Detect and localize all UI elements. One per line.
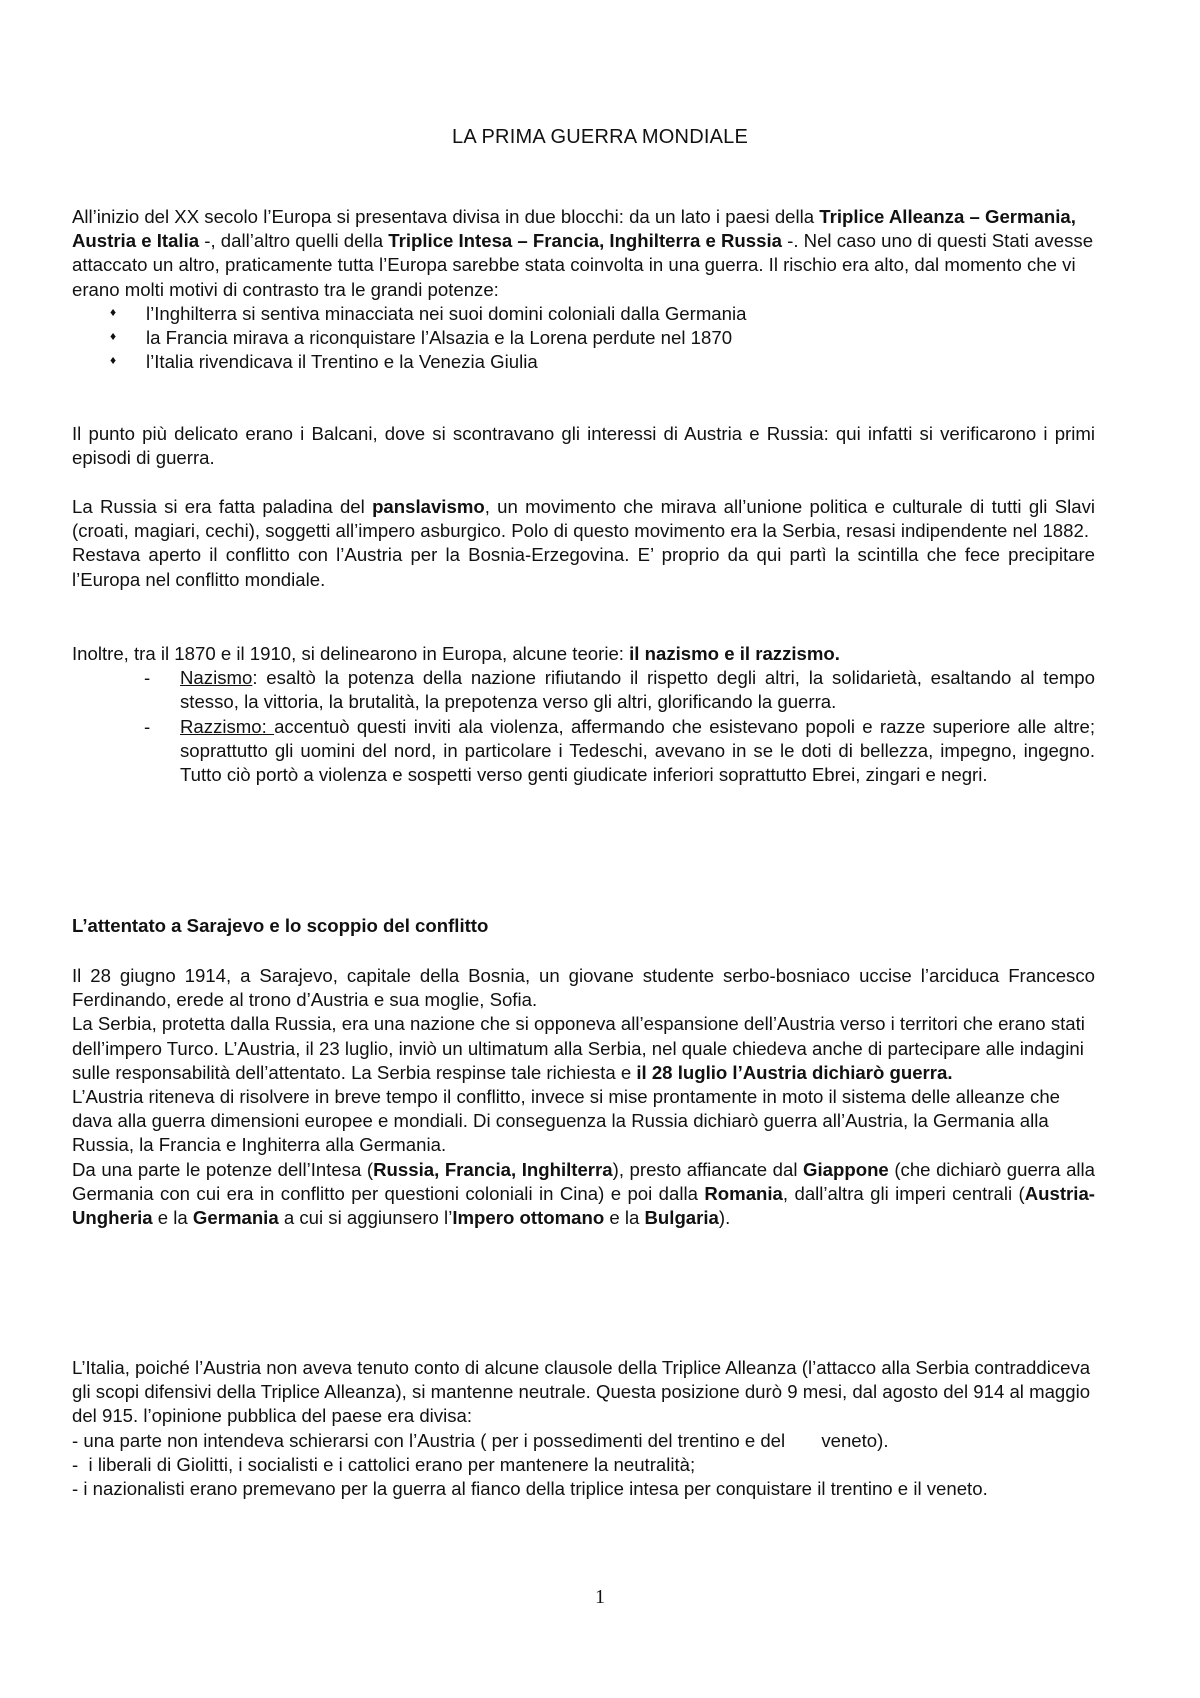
italia-paragraph: L’Italia, poiché l’Austria non aveva tenuto conto di alcune clausole della Triplice Alleanza (l’attacco alla Serbia contraddiceva gli scopi difensivi della Triplice Alleanza), si mantenne neutrale. Questa posizione durò 9 mesi, dal agosto del 914 al maggio del 915. l’opinione pubblica del paese era divisa: xyxy=(72,1357,1091,1427)
list-item: ♦ l’Inghilterra si sentiva minacciata nei suoi domini coloniali dalla Germania xyxy=(72,302,1095,326)
sarajevo-paragraph: Il 28 giugno 1914, a Sarajevo, capitale della Bosnia, un giovane studente serbo-bosniaco uccise l’arciduca Francesco Ferdinando, erede al trono d’Austria e sua moglie, Sofia. xyxy=(72,965,1095,1011)
intro-section xyxy=(72,205,1095,374)
list-item: - i liberali di Giolitti, i socialisti e i cattolici erano per mantenere la neutralità; xyxy=(72,1453,696,1475)
triplice-intesa-bold: Triplice Intesa – Francia, Inghilterra e Russia xyxy=(388,230,782,252)
teorie-paragraph: Inoltre, tra il 1870 e il 1910, si delinearono in Europa, alcune teorie: il nazismo e il razzismo. xyxy=(72,643,840,664)
teorie-section xyxy=(72,642,1095,787)
reasons-list xyxy=(72,302,1095,375)
dichiarazione-bold: il 28 luglio l’Austria dichiarò guerra. xyxy=(636,1061,953,1083)
panslavismo-bold: panslavismo xyxy=(372,496,485,517)
list-item: ♦ l’Italia rivendicava il Trentino e la Venezia Giulia xyxy=(72,350,1095,374)
list-item: - Razzismo: accentuò questi inviti ala violenza, affermando che esistevano popoli e razze superiore alle altre; soprattutto gli uomini del nord, in particolare i Tedeschi, avevano in se le doti di bellezza, impegno, ingegno. Tutto ciò portò a violenza e sospetti verso genti giudicate inferiori soprattutto Ebrei, zingari e negri. xyxy=(144,715,1096,786)
serbia-paragraph: La Serbia, protetta dalla Russia, era una nazione che si opponeva all’espansione dell’Austria verso i territori che erano stati dell’impero Turco. L’Austria, il 23 luglio, inviò un ultimatum alla Serbia, nel quale chiedeva anche di partecipare alle indagini sulle responsabilità dell’attentato. La Serbia respinse tale richiesta e il 28 luglio l’Austria dichiarò guerra. xyxy=(72,1013,1085,1083)
balcani-paragraph: Il punto più delicato erano i Balcani, dove si scontravano gli interessi di Austria e Russia: qui infatti si verificarono i primi episodi di guerra. xyxy=(72,423,1095,469)
list-item: - i nazionalisti erano premevano per la guerra al fianco della triplice intesa per conquistare il trentino e il veneto. xyxy=(72,1478,988,1500)
page-number: 1 xyxy=(595,1586,605,1608)
italia-section xyxy=(72,1356,1095,1501)
intro-paragraph: All’inizio del XX secolo l’Europa si presentava divisa in due blocchi: da un lato i paesi della Triplice Alleanza – Germania, Austria e Italia -, dall’altro quelli della Triplice Intesa – Francia, Inghilterra e Russia -. Nel caso uno di questi Stati avesse attaccato un altro, praticamente tutta l’Europa sarebbe stata coinvolta in una guerra. Il rischio era alto, dal momento che vi erano molti motivi di contrasto tra le grandi potenze: xyxy=(72,206,1094,300)
panslavismo-paragraph: La Russia si era fatta paladina del panslavismo, un movimento che mirava all’unione politica e culturale di tutti gli Slavi (croati, magiari, cechi), soggetti all’impero asburgico. Polo di questo movimento era la Serbia, resasi indipendente nel 1882. xyxy=(72,496,1095,542)
russia-section xyxy=(72,495,1095,592)
triplice-alleanza-bold: Triplice Alleanza – Germania, Austria e Italia xyxy=(72,206,1076,252)
document-title: LA PRIMA GUERRA MONDIALE xyxy=(452,126,748,148)
list-item: - una parte non intendeva schierarsi con l’Austria ( per i possedimenti del trentino e del veneto). xyxy=(72,1429,889,1451)
list-item: - Nazismo: esaltò la potenza della nazione rifiutando il rispetto degli altri, la solidarietà, esaltando al tempo stesso, la vittoria, la brutalità, la prepotenza verso gli altri, glorificando la guerra. xyxy=(144,667,1095,713)
section-heading: L’attentato a Sarajevo e lo scoppio del conflitto xyxy=(72,915,489,936)
alleanze-paragraph: L’Austria riteneva di risolvere in breve tempo il conflitto, invece si mise prontamente in moto il sistema delle alleanze che dava alla guerra dimensioni europee e mondiali. Di conseguenza la Russia dichiarò guerra all’Austria, la Germania alla Russia, la Francia e Inghiterra alla Germania. xyxy=(72,1086,1061,1156)
razzismo-term: Razzismo: xyxy=(180,715,275,737)
parti-paragraph: Da una parte le potenze dell’Intesa (Russia, Francia, Inghilterra), presto affiancate dal Giappone (che dichiarò guerra alla Germania con cui era in conflitto per questioni coloniali in Cina) e poi dalla Romania, dall’altra gli imperi centrali (Austria-Ungheria e la Germania a cui si aggiunsero l’Impero ottomano e la Bulgaria). xyxy=(72,1158,1096,1229)
teorie-bold: il nazismo e il razzismo. xyxy=(629,643,840,664)
sarajevo-section xyxy=(72,964,1095,1230)
teorie-list xyxy=(72,666,1095,787)
bosnia-paragraph: Restava aperto il conflitto con l’Austria per la Bosnia-Erzegovina. E’ proprio da qui partì la scintilla che fece precipitare l’Europa nel conflitto mondiale. xyxy=(72,544,1095,590)
list-item: ♦ la Francia mirava a riconquistare l’Alsazia e la Lorena perdute nel 1870 xyxy=(72,326,1095,350)
nazismo-term: Nazismo xyxy=(180,667,253,689)
